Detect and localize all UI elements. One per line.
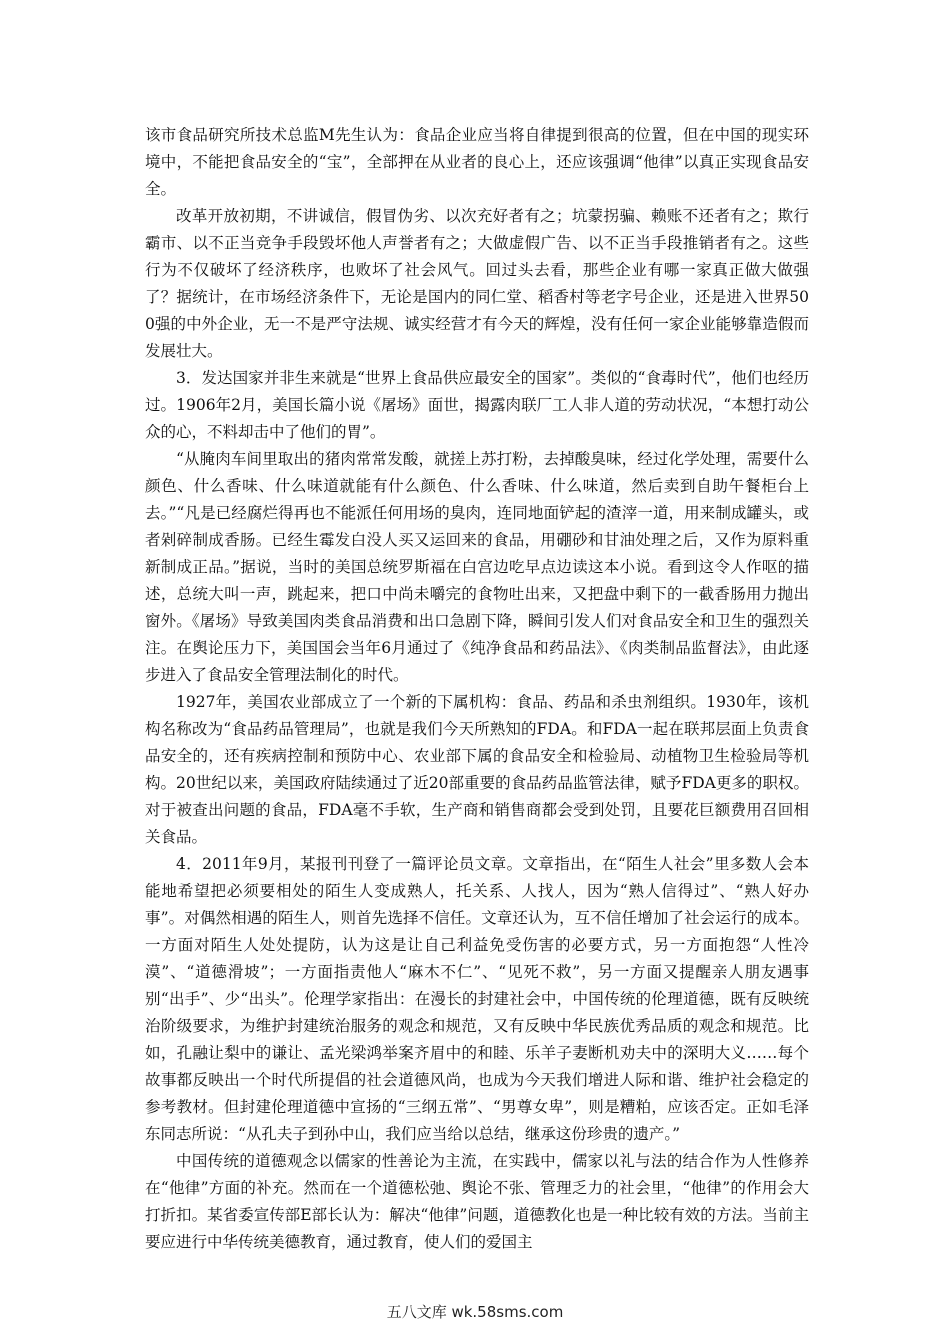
paragraph: 3．发达国家并非生来就是“世界上食品供应最安全的国家”。类似的“食毒时代”，他们也经历过。1906年2月，美国长篇小说《屠场》面世，揭露肉联厂工人非人道的劳动状况，“本想打动公众的心，不料却击中了他们的胃”。 [145, 369, 809, 441]
document-body [145, 122, 809, 1256]
paragraph: 4．2011年9月，某报刊刊登了一篇评论员文章。文章指出，在“陌生人社会”里多数人会本能地希望把必须要相处的陌生人变成熟人，托关系、人找人，因为“熟人信得过”、“熟人好办事”。对偶然相遇的陌生人，则首先选择不信任。文章还认为，互不信任增加了社会运行的成本。一方面对陌生人处处提防，认为这是让自己利益免受伤害的必要方式，另一方面抱怨“人性冷漠”、“道德滑坡”；一方面指责他人“麻木不仁”、“见死不救”，另一方面又提醒亲人朋友遇事别“出手”、少“出头”。伦理学家指出：在漫长的封建社会中，中国传统的伦理道德，既有反映统治阶级要求，为维护封建统治服务的观念和规范，又有反映中华民族优秀品质的观念和规范。比如，孔融让梨中的谦让、孟光梁鸿举案齐眉中的和睦、乐羊子妻断机劝夫中的深明大义……每个故事都反映出一个时代所提倡的社会道德风尚，也成为今天我们增进人际和谐、维护社会稳定的参考教材。但封建伦理道德中宣扬的“三纲五常”、“男尊女卑”，则是糟粕，应该否定。正如毛泽东同志所说：“从孔夫子到孙中山，我们应当给以总结，继承这份珍贵的遗产。” [145, 855, 809, 1143]
paragraph: 中国传统的道德观念以儒家的性善论为主流，在实践中，儒家以礼与法的结合作为人性修养在“他律”方面的补充。然而在一个道德松弛、舆论不张、管理乏力的社会里，“他律”的作用会大打折扣。某省委宣传部E部长认为：解决“他律”问题，道德教化也是一种比较有效的方法。当前主要应进行中华传统美德教育，通过教育，使人们的爱国主 [145, 1152, 809, 1251]
paragraph: 1927年，美国农业部成立了一个新的下属机构：食品、药品和杀虫剂组织。1930年，该机构名称改为“食品药品管理局”，也就是我们今天所熟知的FDA。和FDA一起在联邦层面上负责食品安全的，还有疾病控制和预防中心、农业部下属的食品安全和检验局、动植物卫生检验局等机构。20世纪以来，美国政府陆续通过了近20部重要的食品药品监管法律，赋予FDA更多的职权。对于被查出问题的食品，FDA毫不手软，生产商和销售商都会受到处罚，且要花巨额费用召回相关食品。 [145, 693, 809, 846]
paragraph: 改革开放初期，不讲诚信，假冒伪劣、以次充好者有之；坑蒙拐骗、赖账不还者有之；欺行霸市、以不正当竞争手段毁坏他人声誉者有之；大做虚假广告、以不正当手段推销者有之。这些行为不仅破坏了经济秩序，也败坏了社会风气。回过头去看，那些企业有哪一家真正做大做强了？据统计，在市场经济条件下，无论是国内的同仁堂、稻香村等老字号企业，还是进入世界500强的中外企业，无一不是严守法规、诚实经营才有今天的辉煌，没有任何一家企业能够靠造假而发展壮大。 [145, 207, 809, 360]
paragraph: “从腌肉车间里取出的猪肉常常发酸，就搓上苏打粉，去掉酸臭味，经过化学处理，需要什么颜色、什么香味、什么味道就能有什么颜色、什么香味、什么味道，然后卖到自助午餐柜台上去。”“凡是已经腐烂得再也不能派任何用场的臭肉，连同地面铲起的渣滓一道，用来制成罐头，或者剁碎制成香肠。已经生霉发白没人买又运回来的食品，用硼砂和甘油处理之后，又作为原料重新制成正品。”据说，当时的美国总统罗斯福在白宫边吃早点边读这本小说。看到这令人作呕的描述，总统大叫一声，跳起来，把口中尚未嚼完的食物吐出来，又把盘中剩下的一截香肠用力抛出窗外。《屠场》导致美国肉类食品消费和出口急剧下降，瞬间引发人们对食品安全和卫生的强烈关注。在舆论压力下，美国国会当年6月通过了《纯净食品和药品法》、《肉类制品监督法》，由此逐步进入了食品安全管理法制化的时代。 [145, 450, 809, 684]
page-footer: 五八文库 wk.58sms.com [386, 1303, 564, 1321]
paragraph: 该市食品研究所技术总监M先生认为：食品企业应当将自律提到很高的位置，但在中国的现实环境中，不能把食品安全的“宝”，全部押在从业者的良心上，还应该强调“他律”以真正实现食品安全。 [145, 126, 809, 198]
